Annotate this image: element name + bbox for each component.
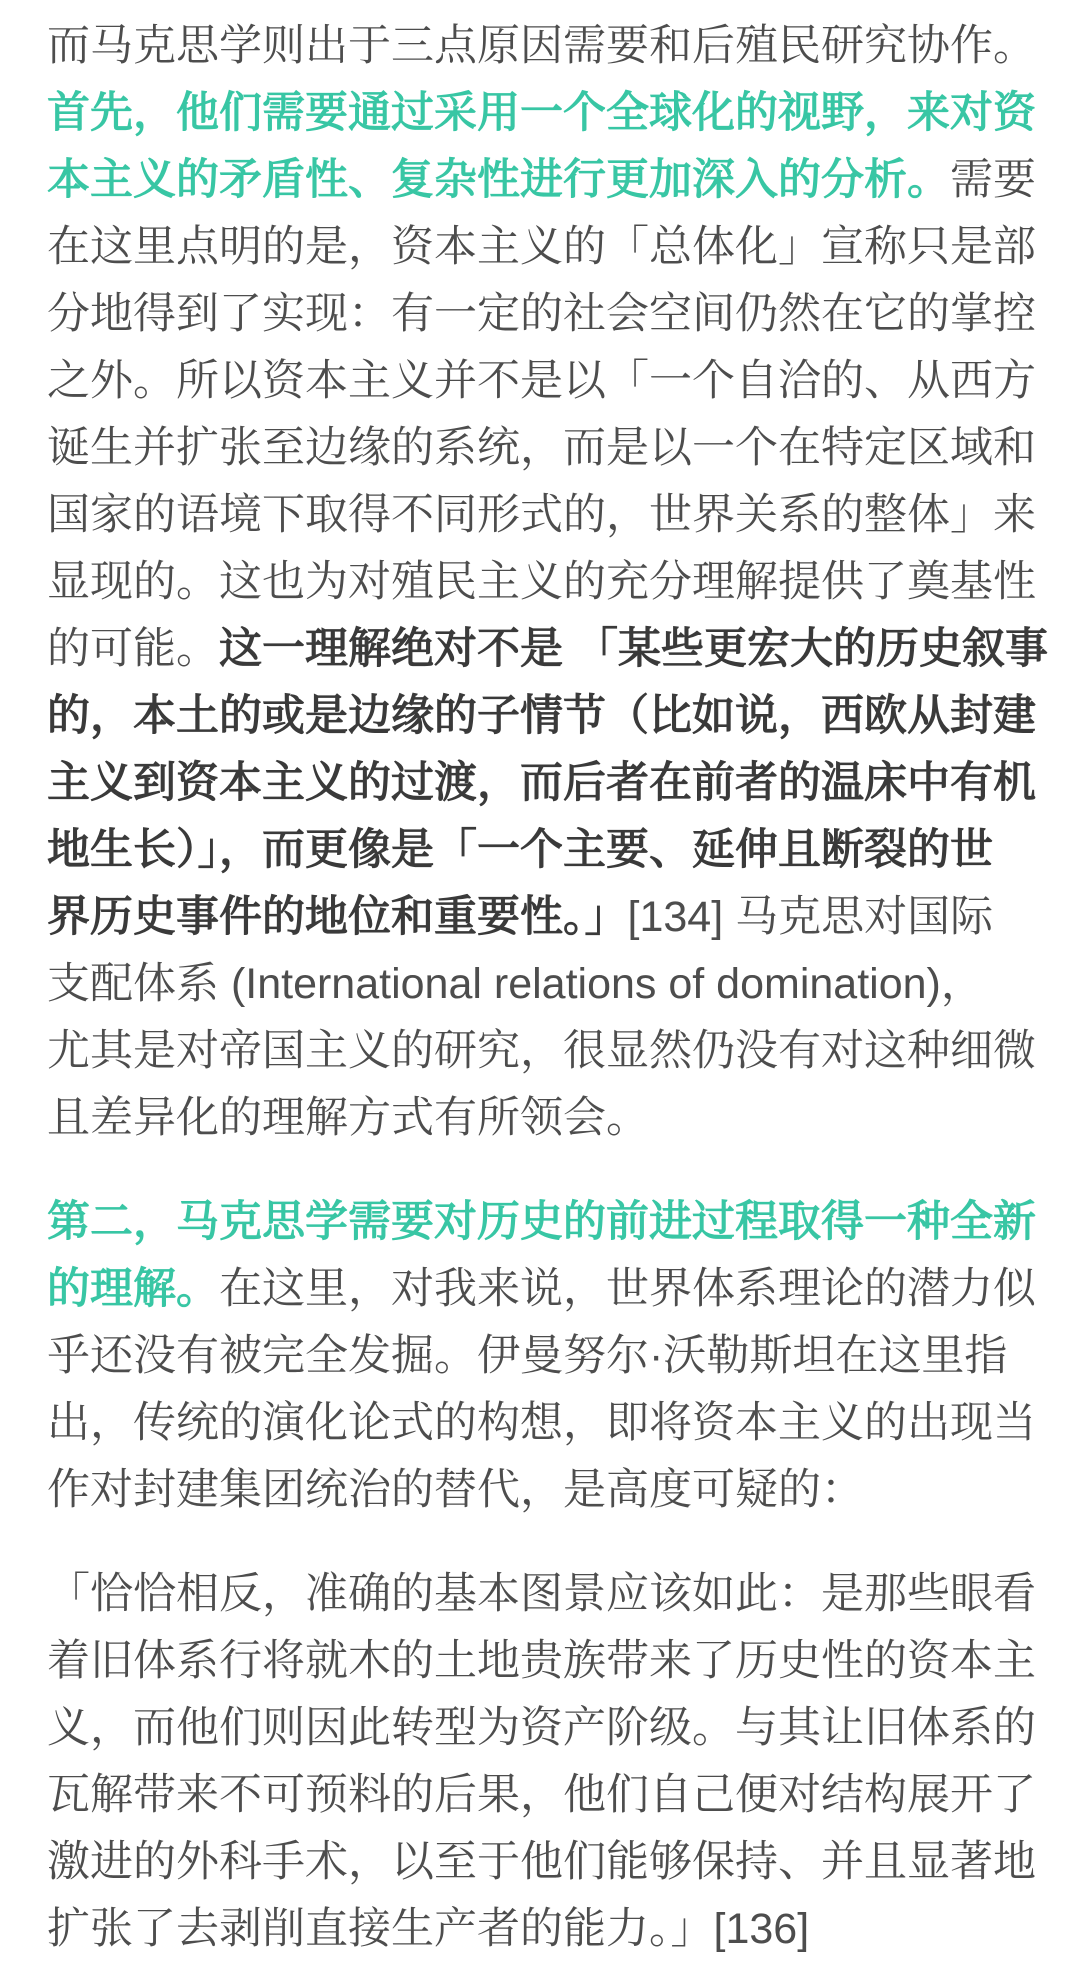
text-line bbox=[47, 348, 1040, 415]
text-line bbox=[47, 80, 1040, 147]
paragraph-2 bbox=[47, 1189, 1040, 1524]
body-text: 乎还没有被完全发掘。伊曼努尔·沃勒斯坦在这里指 bbox=[47, 1332, 1008, 1380]
text-line bbox=[47, 1628, 1040, 1695]
text-line bbox=[47, 1085, 1040, 1152]
text-line bbox=[47, 817, 1040, 884]
body-text: 瓦解带来不可预料的后果，他们自己便对结构展开了 bbox=[47, 1771, 1036, 1819]
text-line bbox=[47, 1018, 1040, 1085]
text-line bbox=[47, 13, 1040, 80]
body-text: 诞生并扩张至边缘的系统，而是以一个在特定区域和 bbox=[47, 424, 1036, 472]
body-text: 着旧体系行将就木的土地贵族带来了历史性的资本主 bbox=[47, 1637, 1036, 1685]
body-text: 在这里点明的是，资本主义的「总体化」宣称只是部 bbox=[47, 223, 1036, 271]
paragraph-3-blockquote bbox=[47, 1561, 1040, 1963]
body-text: 显现的。这也为对殖民主义的充分理解提供了奠基性 bbox=[47, 558, 1036, 606]
bold-emphasis-text: 界历史事件的地位和重要性。」 bbox=[47, 893, 628, 941]
text-line bbox=[47, 1189, 1040, 1256]
body-text: 扩张了去剥削直接生产者的能力。」[136] bbox=[47, 1905, 810, 1953]
paragraph-1 bbox=[47, 13, 1048, 1152]
text-line bbox=[47, 884, 1040, 951]
body-text: 激进的外科手术，以至于他们能够保持、并且显著地 bbox=[47, 1838, 1036, 1886]
body-text: 支配体系 (International relations of domination)， bbox=[47, 960, 984, 1008]
text-line bbox=[47, 750, 1040, 817]
text-line bbox=[47, 549, 1040, 616]
body-text: 义，而他们则因此转型为资产阶级。与其让旧体系的 bbox=[47, 1704, 1036, 1752]
accent-emphasis-text: 本主义的矛盾性、复杂性进行更加深入的分析。 bbox=[47, 156, 950, 204]
text-line bbox=[47, 1390, 1040, 1457]
text-line bbox=[47, 1323, 1040, 1390]
text-line bbox=[47, 1896, 1040, 1963]
text-line bbox=[47, 1561, 1040, 1628]
body-text: 且差异化的理解方式有所领会。 bbox=[47, 1094, 649, 1142]
body-text: 「恰恰相反，准确的基本图景应该如此：是那些眼看 bbox=[47, 1570, 1036, 1618]
body-text: 而马克思学则出于三点原因需要和后殖民研究协作。 bbox=[47, 22, 1036, 70]
body-text: [134] 马克思对国际 bbox=[627, 893, 994, 941]
body-text: 分地得到了实现：有一定的社会空间仍然在它的掌控 bbox=[47, 290, 1036, 338]
text-line bbox=[47, 951, 1040, 1018]
text-line bbox=[47, 1256, 1040, 1323]
accent-emphasis-text: 第二，马克思学需要对历史的前进过程取得一种全新 bbox=[47, 1198, 1036, 1246]
body-text: 的可能。 bbox=[47, 625, 219, 673]
bold-emphasis-text: 的，本土的或是边缘的子情节（比如说，西欧从封建 bbox=[47, 692, 1036, 740]
text-line bbox=[47, 1829, 1040, 1896]
text-line bbox=[47, 482, 1040, 549]
text-line bbox=[47, 1695, 1040, 1762]
accent-emphasis-text: 的理解。 bbox=[47, 1265, 219, 1313]
bold-emphasis-text: 这一理解绝对不是 「某些更宏大的历史叙事 bbox=[219, 625, 1048, 673]
text-line bbox=[47, 415, 1040, 482]
body-text: 作对封建集团统治的替代，是高度可疑的： bbox=[47, 1466, 864, 1514]
body-text: 尤其是对帝国主义的研究，很显然仍没有对这种细微 bbox=[47, 1027, 1036, 1075]
body-text: 之外。所以资本主义并不是以「一个自洽的、从西方 bbox=[47, 357, 1036, 405]
text-line bbox=[47, 214, 1040, 281]
body-text: 出，传统的演化论式的构想，即将资本主义的出现当 bbox=[47, 1399, 1036, 1447]
body-text: 在这里，对我来说，世界体系理论的潜力似 bbox=[219, 1265, 1036, 1313]
text-line bbox=[47, 683, 1040, 750]
accent-emphasis-text: 首先，他们需要通过采用一个全球化的视野，来对资 bbox=[47, 89, 1036, 137]
text-line bbox=[47, 1762, 1040, 1829]
body-text: 国家的语境下取得不同形式的，世界关系的整体」来 bbox=[47, 491, 1036, 539]
bold-emphasis-text: 主义到资本主义的过渡，而后者在前者的温床中有机 bbox=[47, 759, 1036, 807]
body-text: 需要 bbox=[950, 156, 1036, 204]
text-line bbox=[47, 281, 1040, 348]
bold-emphasis-text: 地生长）」，而更像是「一个主要、延伸且断裂的世 bbox=[47, 826, 993, 874]
text-line bbox=[47, 147, 1040, 214]
text-line bbox=[47, 616, 1048, 683]
text-line bbox=[47, 1457, 1040, 1524]
